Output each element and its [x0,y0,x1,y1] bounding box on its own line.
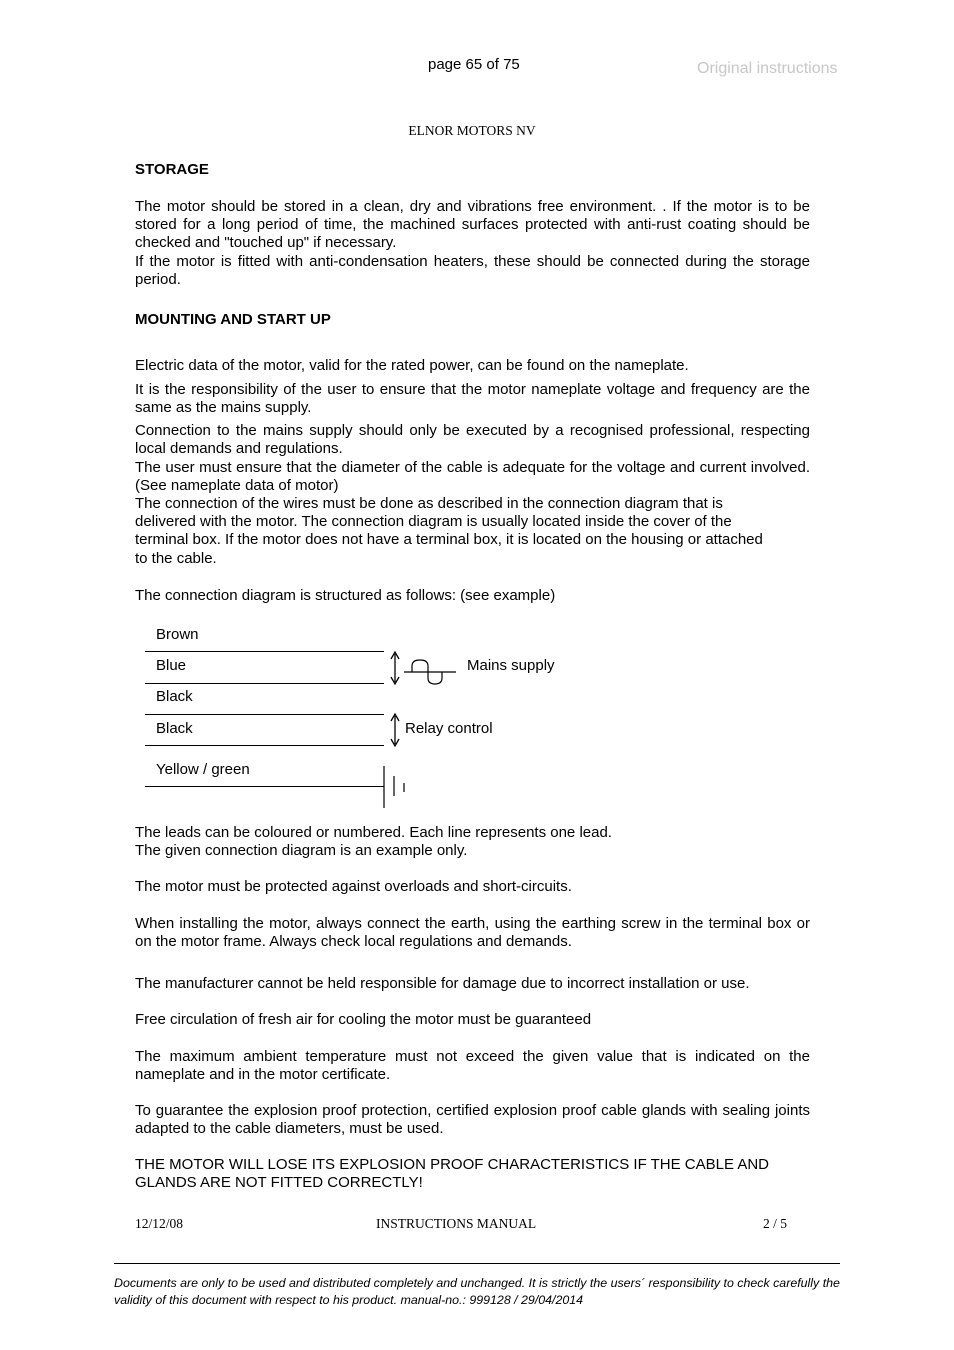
original-instructions-label: Original instructions [697,60,838,77]
glands-paragraph: To guarantee the explosion proof protection, certified explosion proof cable glands with sealing joints adapted to the cable diameters, must be used. [135,1102,810,1138]
leads-paragraph [135,824,810,860]
footer-title: INSTRUCTIONS MANUAL [376,1216,537,1231]
temperature-paragraph: The maximum ambient temperature must not exceed the given value that is indicated on the nameplate and in the motor certificate. [135,1048,810,1084]
footer-date: 12/12/08 [135,1216,184,1231]
double-arrow-icon [391,652,399,684]
company-name: ELNOR MOTORS NV [408,123,536,138]
mounting-paragraph-5 [135,495,835,568]
mounting-p5-line: terminal box. If the motor does not have a terminal box, it is located on the housing or attached [135,531,763,549]
mounting-paragraph-6: The connection diagram is structured as follows: (see example) [135,587,556,604]
mounting-paragraph-4: The user must ensure that the diameter of the cable is adequate for the voltage and current involved. (See nameplate data of motor) [135,459,810,495]
ac-sine-icon [404,660,456,684]
earth-ground-icon [384,766,404,808]
mounting-paragraph-2: It is the responsibility of the user to ensure that the motor nameplate voltage and frequency are the same as the mains supply. [135,381,810,417]
footer-page: 2 / 5 [763,1216,788,1231]
page-number: page 65 of 75 [428,56,520,73]
lead-label-black-1: Black [156,688,193,705]
mounting-paragraph-1: Electric data of the motor, valid for the rated power, can be found on the nameplate. [135,357,689,374]
leads-line: The given connection diagram is an example only. [135,842,468,860]
cooling-paragraph: Free circulation of fresh air for cooling the motor must be guaranteed [135,1011,592,1028]
storage-paragraph-1: The motor should be stored in a clean, dry and vibrations free environment. . If the motor is to be stored for a long period of time, the machined surfaces protected with anti-rust coating should be checked and "touched up" if necessary. [135,198,810,252]
double-arrow-icon [391,714,399,746]
footer-divider [114,1263,840,1264]
lead-label-brown: Brown [156,626,199,643]
mounting-heading: MOUNTING AND START UP [135,311,331,328]
lead-line [145,651,384,652]
mounting-paragraph-3: Connection to the mains supply should only be executed by a recognised professional, respecting local demands and regulations. [135,422,810,458]
relay-control-label: Relay control [405,720,493,737]
manufacturer-paragraph: The manufacturer cannot be held responsible for damage due to incorrect installation or use. [135,975,750,992]
storage-heading: STORAGE [135,161,209,178]
lead-line [145,714,384,715]
lead-line [145,745,384,746]
lead-line [145,786,384,787]
mains-supply-label: Mains supply [467,657,555,674]
earth-paragraph: When installing the motor, always connect the earth, using the earthing screw in the terminal box or on the motor frame. Always check local regulations and demands. [135,915,810,951]
protection-paragraph: The motor must be protected against overloads and short-circuits. [135,878,572,895]
lead-label-black-2: Black [156,720,193,737]
footer-disclaimer: Documents are only to be used and distributed completely and unchanged. It is strictly the users´ responsibility to check carefully the validity of this document with respect to his product. manual-no.: 999128 / 29/04/2014 [114,1276,840,1307]
storage-paragraph-2: If the motor is fitted with anti-condensation heaters, these should be connected during the storage period. [135,253,810,289]
lead-label-blue: Blue [156,657,187,674]
mounting-p5-line: The connection of the wires must be done as described in the connection diagram that is [135,495,723,512]
lead-label-yellow-green: Yellow / green [156,761,250,778]
lead-line [145,683,384,684]
mounting-p5-line: to the cable. [135,549,217,567]
warning-paragraph: THE MOTOR WILL LOSE ITS EXPLOSION PROOF CHARACTERISTICS IF THE CABLE AND GLANDS ARE NOT FITTED CORRECTLY! [135,1156,770,1192]
mounting-p5-line: delivered with the motor. The connection diagram is usually located inside the cover of the [135,513,732,531]
leads-line: The leads can be coloured or numbered. Each line represents one lead. [135,824,612,841]
